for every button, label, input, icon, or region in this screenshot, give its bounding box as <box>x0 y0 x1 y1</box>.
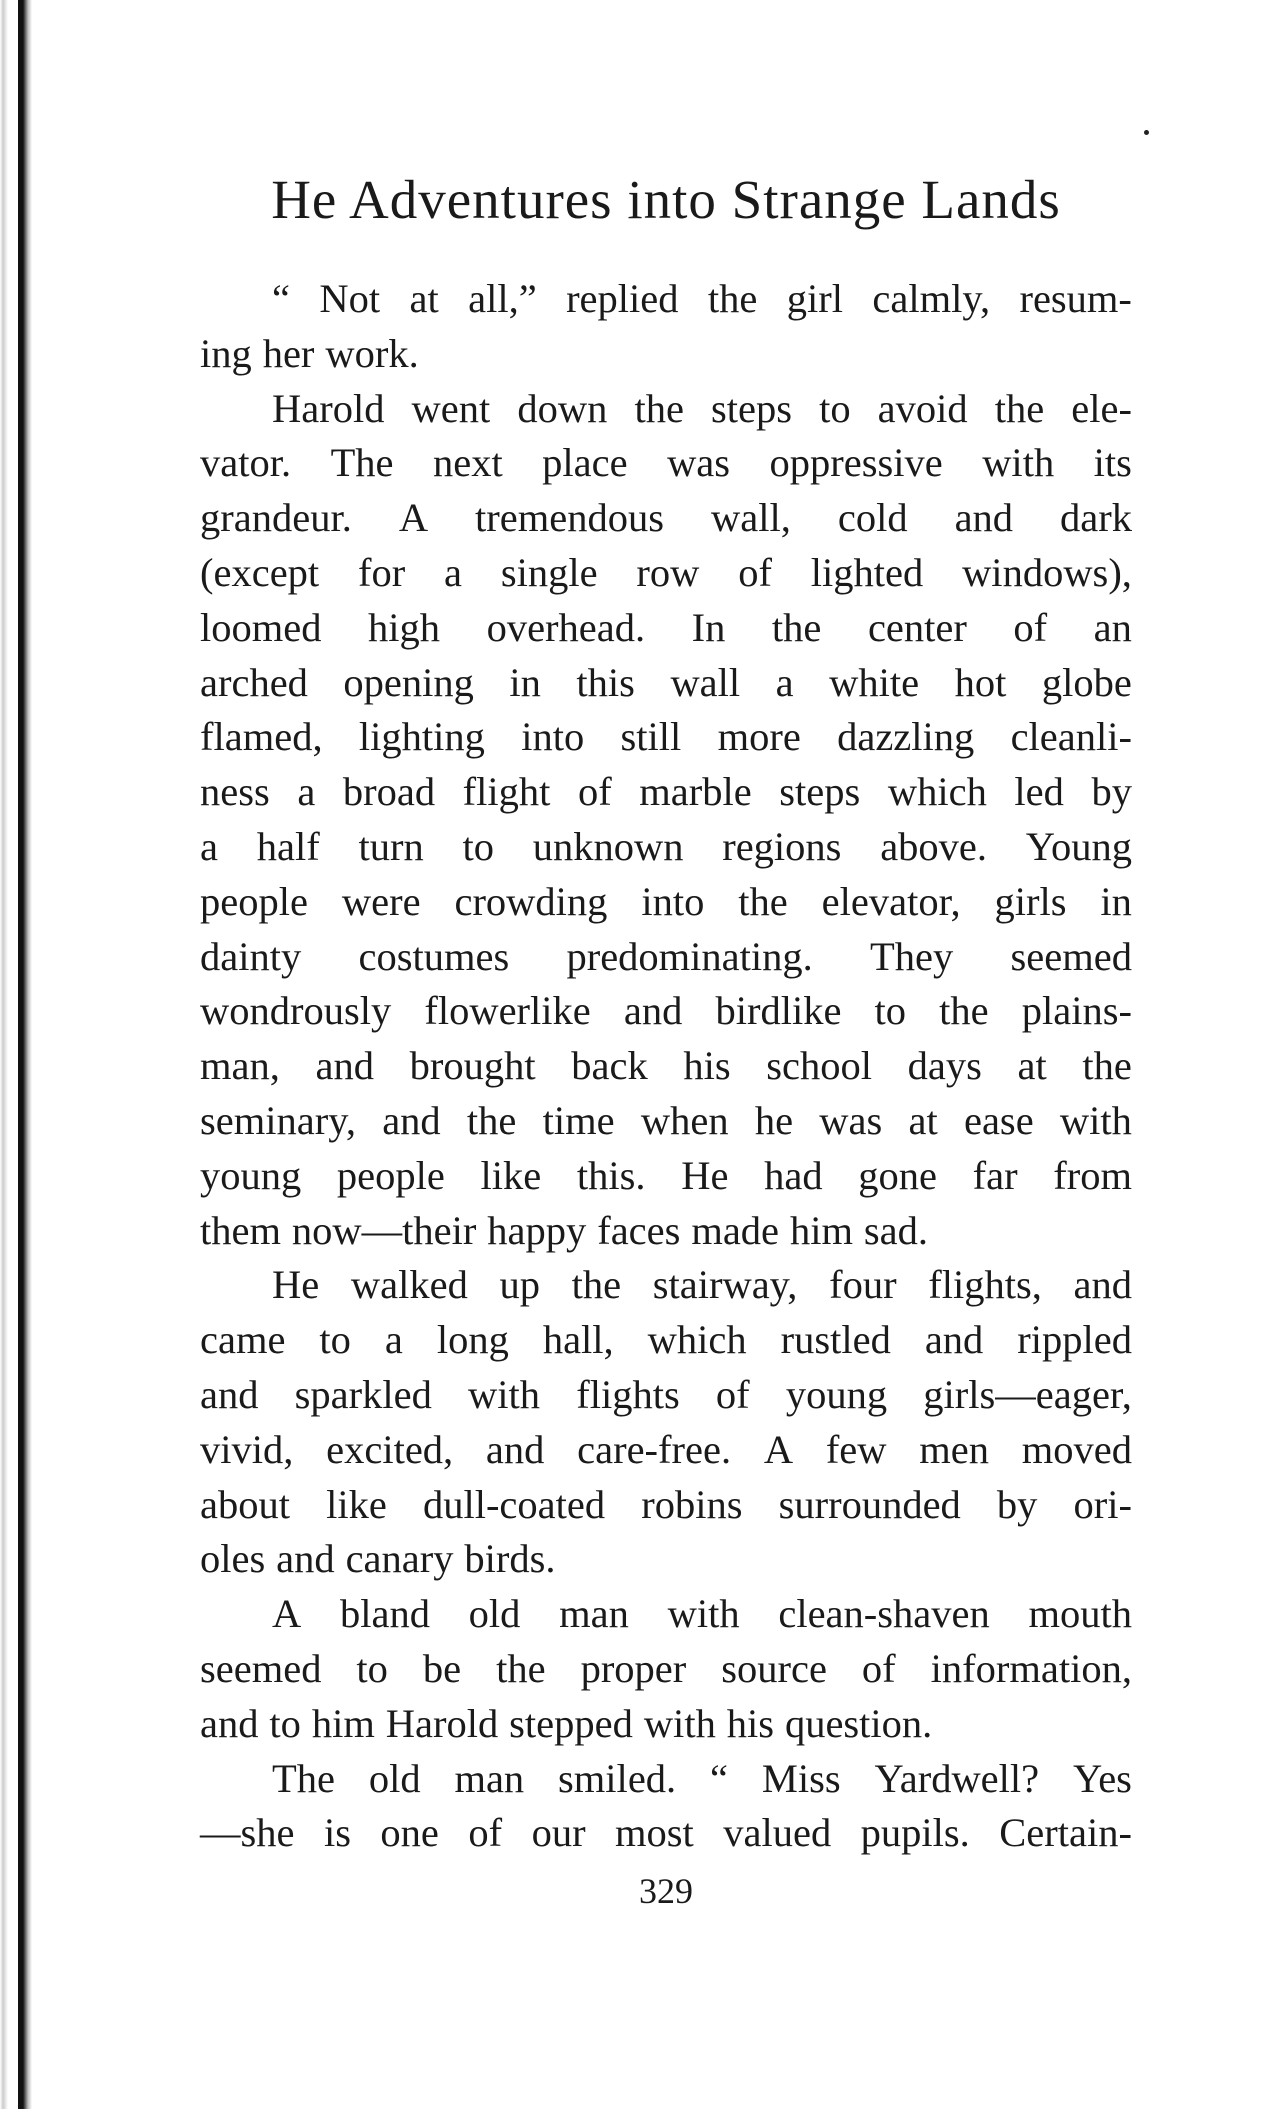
text-line: (except for a single row of lighted windows), <box>200 549 1132 595</box>
binding-edge <box>18 0 32 2109</box>
text-line: dainty costumes predominating. They seemed <box>200 933 1132 979</box>
text-line: “ Not at all,” replied the girl calmly, resum- <box>272 276 1132 321</box>
text-line: about like dull-coated robins surrounded by ori- <box>200 1481 1132 1527</box>
text-line: Harold went down the steps to avoid the ele- <box>272 385 1132 431</box>
body-text <box>200 272 1132 1861</box>
scan-speck <box>1144 130 1149 135</box>
text-line: loomed high overhead. In the center of an <box>200 604 1132 650</box>
text-line: wondrously flowerlike and birdlike to the plains- <box>200 988 1132 1034</box>
text-line: them now—their happy faces made him sad. <box>200 1207 929 1253</box>
text-line: He walked up the stairway, four flights, and <box>272 1262 1132 1308</box>
running-head: He Adventures into Strange Lands <box>271 169 1061 230</box>
text-line: vivid, excited, and care-free. A few men moved <box>200 1426 1132 1472</box>
text-line: seemed to be the proper source of information, <box>200 1645 1132 1691</box>
text-line: grandeur. A tremendous wall, cold and dark <box>200 495 1132 541</box>
text-line: oles and canary birds. <box>200 1536 556 1582</box>
text-line: a half turn to unknown regions above. Young <box>200 823 1132 869</box>
text-line: ness a broad flight of marble steps which led by <box>200 769 1132 815</box>
binding-shadow <box>0 0 8 2109</box>
text-line: —she is one of our most valued pupils. Certain- <box>200 1810 1132 1856</box>
text-line: arched opening in this wall a white hot globe <box>200 659 1132 705</box>
text-line: A bland old man with clean-shaven mouth <box>272 1591 1132 1637</box>
text-line: ing her work. <box>200 330 419 376</box>
text-line: came to a long hall, which rustled and rippled <box>200 1317 1132 1363</box>
text-line: and to him Harold stepped with his question. <box>200 1700 933 1746</box>
text-line: The old man smiled. “ Miss Yardwell? Yes <box>272 1755 1132 1801</box>
text-line: people were crowding into the elevator, girls in <box>200 878 1132 924</box>
text-line: and sparkled with flights of young girls—eager, <box>200 1371 1132 1417</box>
text-line: man, and brought back his school days at the <box>200 1043 1132 1089</box>
text-line: seminary, and the time when he was at ease with <box>200 1097 1132 1143</box>
text-line: young people like this. He had gone far from <box>200 1152 1132 1198</box>
text-line: vator. The next place was oppressive with its <box>200 440 1132 486</box>
text-line: flamed, lighting into still more dazzling cleanli- <box>200 714 1132 760</box>
page-number: 329 <box>639 1871 693 1911</box>
